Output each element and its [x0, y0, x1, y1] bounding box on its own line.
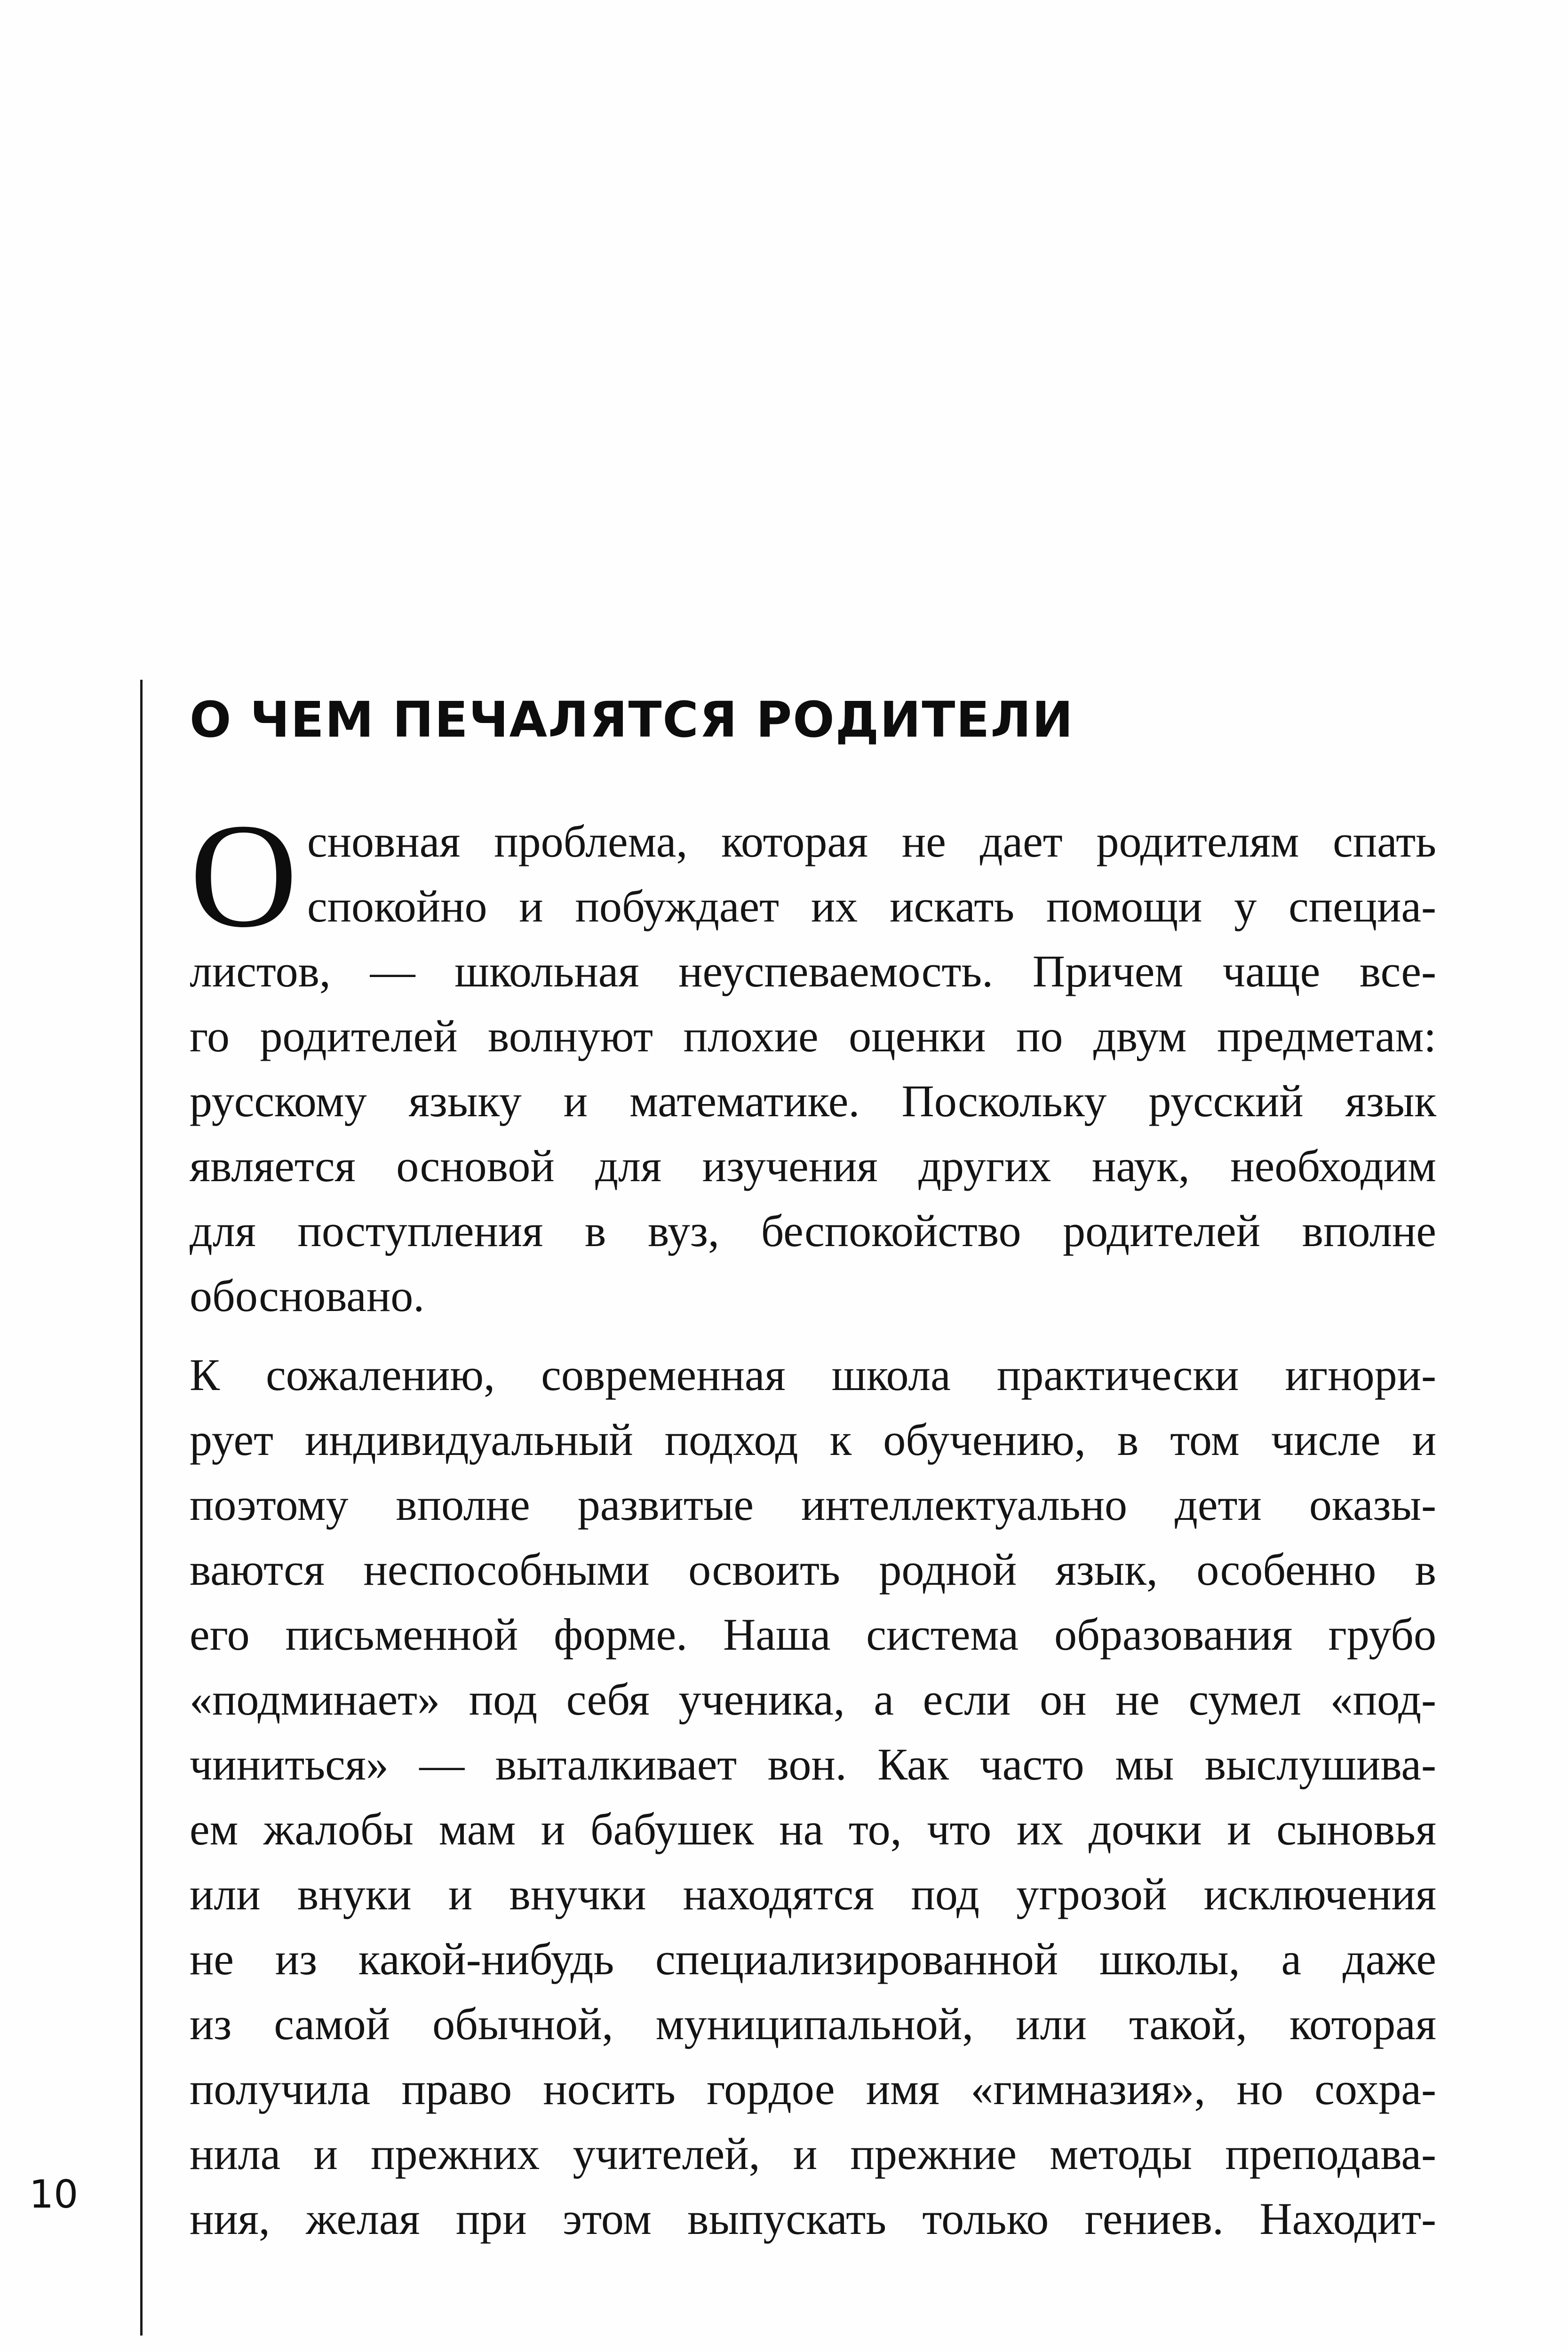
chapter-heading: О ЧЕМ ПЕЧАЛЯТСЯ РОДИТЕЛИ — [190, 691, 1074, 748]
paragraph2-line: или внуки и внучки находятся под угрозой исключения — [190, 1869, 1436, 1919]
paragraph1-line: для поступления в вуз, беспокойство родителей вполне — [190, 1206, 1436, 1256]
paragraph2-line: из самой обычной, муниципальной, или такой, которая — [190, 1999, 1436, 2049]
paragraph2-line: получила право носить гордое имя «гимназия», но сохра- — [190, 2064, 1436, 2114]
paragraph1-line: обосновано. — [190, 1271, 425, 1321]
paragraph2-line: «подминает» под себя ученика, а если он не сумел «под- — [190, 1674, 1436, 1724]
paragraph2-line: чиниться» — выталкивает вон. Как часто мы выслушива- — [190, 1739, 1436, 1789]
paragraph2-line: ния, желая при этом выпускать только гениев. Находит- — [190, 2193, 1436, 2244]
paragraph2-line: ваются неспособными освоить родной язык, особенно в — [190, 1544, 1436, 1595]
paragraph-gap — [190, 1328, 1436, 1343]
paragraph2-line: поэтому вполне развитые интеллектуально дети оказы- — [190, 1479, 1436, 1530]
paragraph1-line: русскому языку и математике. Поскольку русский язык — [190, 1076, 1436, 1126]
drop-cap-letter: О — [190, 793, 298, 958]
paragraph1-line: спокойно и побуждает их искать помощи у специа- — [307, 881, 1436, 931]
paragraph2-line: его письменной форме. Наша система образования грубо — [190, 1609, 1436, 1660]
paragraph2-line: не из какой-нибудь специализированной школы, а даже — [190, 1934, 1436, 1984]
body-text — [190, 809, 1436, 2251]
paragraph1-line: сновная проблема, которая не дает родителям спать — [307, 816, 1436, 866]
paragraph1-line: го родителей волнуют плохие оценки по двум предметам: — [190, 1011, 1436, 1061]
page-number: 10 — [29, 2172, 79, 2217]
vertical-rule — [140, 680, 143, 2336]
paragraph2-line: К сожалению, современная школа практически игнори- — [190, 1350, 1436, 1400]
paragraph2-line: ем жалобы мам и бабушек на то, что их дочки и сыновья — [190, 1804, 1436, 1854]
paragraph2-line: нила и прежних учителей, и прежние методы преподава- — [190, 2129, 1436, 2179]
paragraph1-line: листов, — школьная неуспеваемость. Причем чаще все- — [190, 946, 1436, 996]
paragraph2-line: рует индивидуальный подход к обучению, в том числе и — [190, 1414, 1436, 1465]
paragraph1-line: является основой для изучения других наук, необходим — [190, 1141, 1436, 1191]
